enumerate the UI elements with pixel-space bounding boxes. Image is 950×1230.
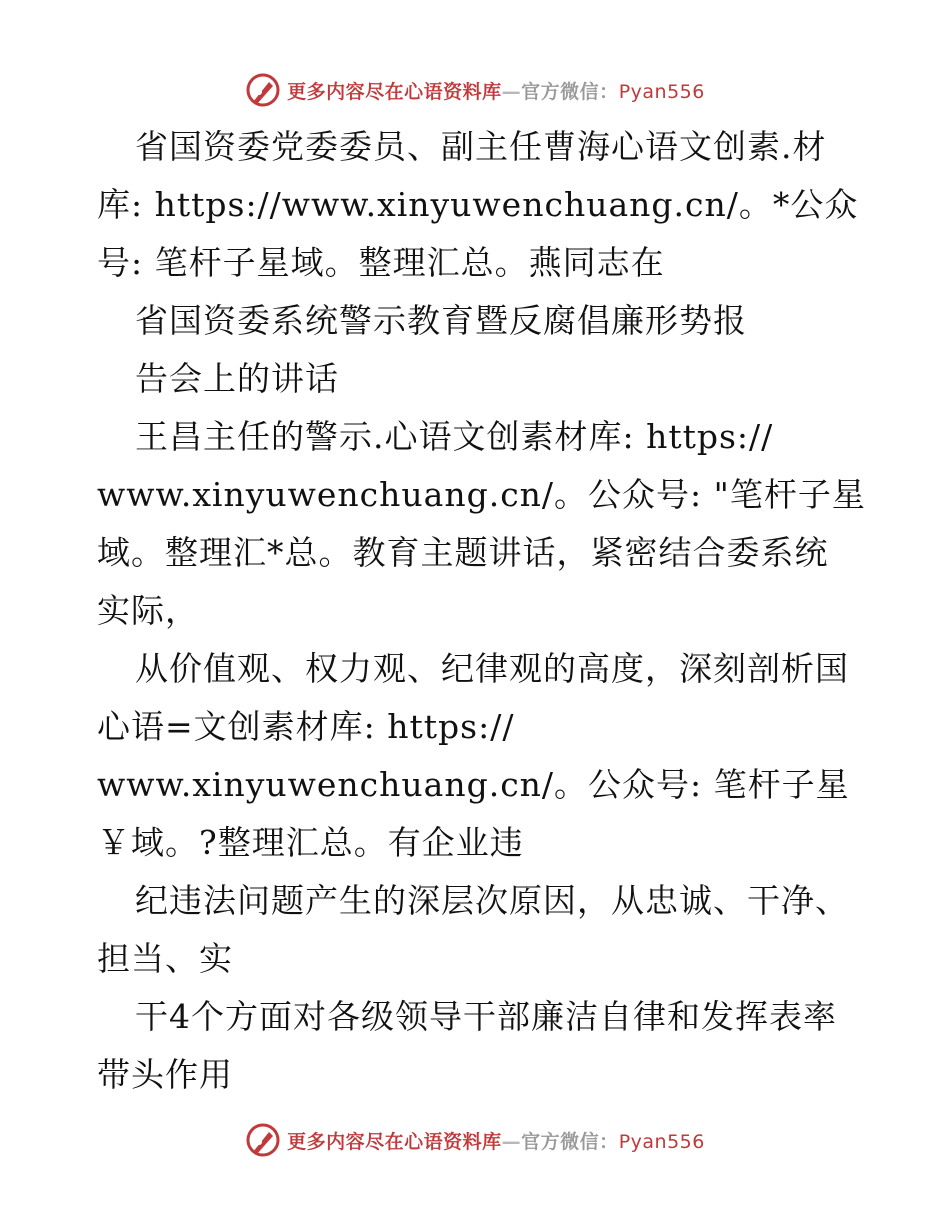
document-line: 干4个方面对各级领导干部廉洁自律和发挥表率 <box>135 997 837 1036</box>
document-line: www.xinyuwenchuang.cn/。公众号: "笔杆子星 <box>97 475 866 514</box>
banner-wechat-id: Pyan556 <box>618 1130 705 1153</box>
quill-seal-icon <box>245 1122 281 1158</box>
document-line: www.xinyuwenchuang.cn/。公众号: 笔杆子星 <box>97 765 850 804</box>
banner-group <box>245 72 705 108</box>
document-body <box>97 118 867 1104</box>
banner-text <box>287 1127 705 1154</box>
document-line: 号: 笔杆子星域。整理汇总。燕同志在 <box>97 243 665 282</box>
footer-banner <box>0 1120 950 1160</box>
document-line: 心语=文创素材库: https:// <box>97 707 515 746</box>
document-line: 带头作用 <box>97 1055 233 1094</box>
document-line: 从价值观、权力观、纪律观的高度，深刻剖析国 <box>135 649 849 688</box>
banner-official-label: 官方微信： <box>521 80 619 103</box>
banner-main-text: 更多内容尽在心语资料库 <box>287 1130 502 1153</box>
document-line: 告会上的讲话 <box>135 359 339 398</box>
document-line: 纪违法问题产生的深层次原因，从忠诚、干净、 <box>135 881 849 920</box>
document-line: 省国资委党委委员、副主任曹海心语文创素.材 <box>135 127 827 166</box>
header-banner <box>0 70 950 110</box>
document-line: 实际， <box>97 591 199 630</box>
banner-official-label: 官方微信： <box>521 1130 619 1153</box>
document-line: 域。整理汇*总。教育主题讲话，紧密结合委系统 <box>97 533 829 572</box>
quill-seal-icon <box>245 72 281 108</box>
document-line: 库: https://www.xinyuwenchuang.cn/。*公众 <box>97 185 859 224</box>
banner-group <box>245 1122 705 1158</box>
banner-dash: — <box>501 1130 522 1153</box>
document-line: ￥域。?整理汇总。有企业违 <box>97 823 524 862</box>
document-line: 省国资委系统警示教育暨反腐倡廉形势报 <box>135 301 747 340</box>
document-line: 担当、实 <box>97 939 233 978</box>
banner-main-text: 更多内容尽在心语资料库 <box>287 80 502 103</box>
banner-text <box>287 77 705 104</box>
document-line: 王昌主任的警示.心语文创素材库: https:// <box>135 417 774 456</box>
banner-dash: — <box>501 80 522 103</box>
banner-wechat-id: Pyan556 <box>618 80 705 103</box>
